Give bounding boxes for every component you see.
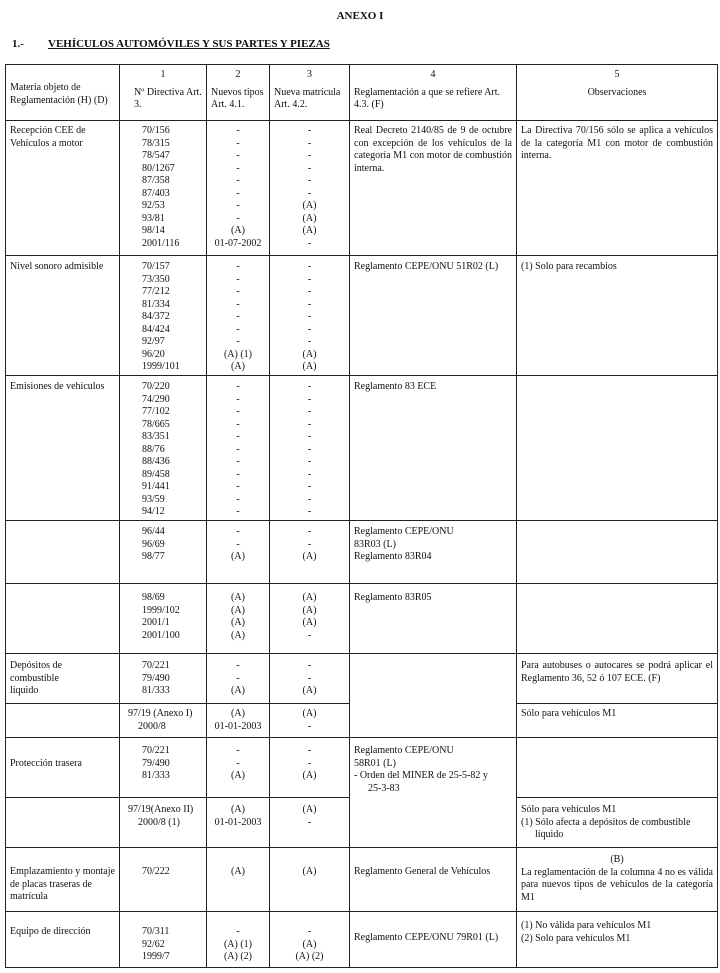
header-col5: 5 Observaciones: [517, 65, 718, 121]
header-col1: 1 Nº Directiva Art. 3.: [120, 65, 207, 121]
reglamentacion-cell: Reglamento 83R05: [350, 584, 517, 654]
directiva-cell: 70/222: [120, 848, 207, 912]
materia-cell: [6, 521, 120, 584]
reglamentacion-cell: Reglamento CEPE/ONU 83R03 (L) Reglamento 83R04: [350, 521, 517, 584]
observaciones-cell: [517, 738, 718, 798]
nuevos-tipos-cell: - - (A): [207, 738, 270, 798]
reglamentacion-cell: Reglamento CEPE/ONU 51R02 (L): [350, 256, 517, 376]
header-col3: 3 Nueva matrícula Art. 4.2.: [270, 65, 350, 121]
nueva-matricula-cell: (A) -: [270, 704, 350, 738]
directiva-cell: 70/220 74/290 77/102 78/665 83/351 88/76 88/436 89/458 91/441 93/59 94/12: [120, 376, 207, 521]
observaciones-cell: Sólo para vehículos M1: [517, 704, 718, 738]
materia-cell: [6, 704, 120, 738]
table-row: [6, 376, 718, 521]
materia-cell: Emplazamiento y montaje de placas traseras de matrícula: [6, 848, 120, 912]
nuevos-tipos-cell: - - (A): [207, 654, 270, 704]
observaciones-cell: (1) Solo para recambios: [517, 256, 718, 376]
header-materia: Materia objeto de Reglamentación (H) (D): [6, 65, 120, 121]
materia-cell: [6, 584, 120, 654]
table-row: [6, 121, 718, 256]
directiva-cell: 70/157 73/350 77/212 81/334 84/372 84/424 92/97 96/20 1999/101: [120, 256, 207, 376]
directiva-cell: 97/19(Anexo II) 2000/8 (1): [120, 798, 207, 848]
annex-title: ANEXO I: [336, 10, 384, 22]
nueva-matricula-cell: (A): [270, 848, 350, 912]
nuevos-tipos-cell: - - - - - - - - - - -: [207, 376, 270, 521]
nueva-matricula-cell: - - - - - - (A) (A) (A) -: [270, 121, 350, 256]
reglamentacion-cell: Reglamento General de Vehículos: [350, 848, 517, 912]
reglamentacion-cell: Reglamento CEPE/ONU 58R01 (L) - Orden del MINER de 25-5-82 y 25-3-83: [350, 738, 517, 848]
section-heading: [12, 38, 330, 50]
nuevos-tipos-cell: - - (A): [207, 521, 270, 584]
observaciones-cell: (1) No válida para vehículos M1 (2) Solo para vehículos M1: [517, 912, 718, 968]
directiva-cell: 70/221 79/490 81/333: [120, 738, 207, 798]
materia-cell: Emisiones de vehículos: [6, 376, 120, 521]
nueva-matricula-cell: - - - - - - - (A) (A): [270, 256, 350, 376]
header-row: [6, 65, 718, 121]
table-row: [6, 521, 718, 584]
observaciones-cell: [517, 376, 718, 521]
directiva-cell: 70/311 92/62 1999/7: [120, 912, 207, 968]
table-row: [6, 256, 718, 376]
header-col4: 4 Reglamentación a que se refiere Art. 4.3. (F): [350, 65, 517, 121]
reglamentacion-cell: [350, 654, 517, 738]
directiva-cell: 70/221 79/490 81/333: [120, 654, 207, 704]
materia-cell: Protección trasera: [6, 738, 120, 798]
nuevos-tipos-cell: - - - - - - - (A) (1) (A): [207, 256, 270, 376]
observaciones-cell: [517, 521, 718, 584]
directiva-cell: 98/69 1999/102 2001/1 2001/100: [120, 584, 207, 654]
nueva-matricula-cell: - - (A): [270, 738, 350, 798]
reglamentacion-cell: Real Decreto 2140/85 de 9 de octubre con excepción de los vehículos de la categoría M1 con motor de combustión interna.: [350, 121, 517, 256]
table-row: [6, 654, 718, 704]
materia-cell: Recepción CEE de Vehículos a motor: [6, 121, 120, 256]
observaciones-cell: (B) La reglamentación de la columna 4 no es válida para nuevos tipos de vehículos de la categoría M1: [517, 848, 718, 912]
materia-cell: Depósitos de combustible líquido: [6, 654, 120, 704]
nueva-matricula-cell: - - (A): [270, 521, 350, 584]
table-row: [6, 738, 718, 798]
nuevos-tipos-cell: (A): [207, 848, 270, 912]
table-row: [6, 912, 718, 968]
nuevos-tipos-cell: (A) 01-01-2003: [207, 798, 270, 848]
nueva-matricula-cell: (A) (A) (A) -: [270, 584, 350, 654]
nueva-matricula-cell: - - (A): [270, 654, 350, 704]
observaciones-cell: La Directiva 70/156 sólo se aplica a vehículos de la categoría M1 con motor de combustión interna.: [517, 121, 718, 256]
nuevos-tipos-cell: - - - - - - - - (A) 01-07-2002: [207, 121, 270, 256]
observaciones-cell: Para autobuses o autocares se podrá aplicar el Reglamento 36, 52 ó 107 ECE. (F): [517, 654, 718, 704]
table-row: [6, 584, 718, 654]
materia-cell: Nivel sonoro admisible: [6, 256, 120, 376]
directiva-cell: 96/44 96/69 98/77: [120, 521, 207, 584]
nueva-matricula-cell: - - - - - - - - - - -: [270, 376, 350, 521]
table-row: [6, 848, 718, 912]
materia-cell: [6, 798, 120, 848]
header-col2: 2 Nuevos tipos Art. 4.1.: [207, 65, 270, 121]
materia-cell: Equipo de dirección: [6, 912, 120, 968]
directiva-cell: 97/19 (Anexo I) 2000/8: [120, 704, 207, 738]
section-number: 1.-: [12, 38, 24, 50]
observaciones-cell: Sólo para vehículos M1 (1) Sólo afecta a depósitos de combustible líquido: [517, 798, 718, 848]
section-title: VEHÍCULOS AUTOMÓVILES Y SUS PARTES Y PIEZAS: [48, 38, 330, 50]
reglamentacion-cell: Reglamento 83 ECE: [350, 376, 517, 521]
regulation-table: [5, 64, 718, 968]
nuevos-tipos-cell: (A) (A) (A) (A): [207, 584, 270, 654]
reglamentacion-cell: Reglamento CEPE/ONU 79R01 (L): [350, 912, 517, 968]
nueva-matricula-cell: - (A) (A) (2): [270, 912, 350, 968]
nuevos-tipos-cell: - (A) (1) (A) (2): [207, 912, 270, 968]
observaciones-cell: [517, 584, 718, 654]
directiva-cell: 70/156 78/315 78/547 80/1267 87/358 87/403 92/53 93/81 98/14 2001/116: [120, 121, 207, 256]
nuevos-tipos-cell: (A) 01-01-2003: [207, 704, 270, 738]
nueva-matricula-cell: (A) -: [270, 798, 350, 848]
